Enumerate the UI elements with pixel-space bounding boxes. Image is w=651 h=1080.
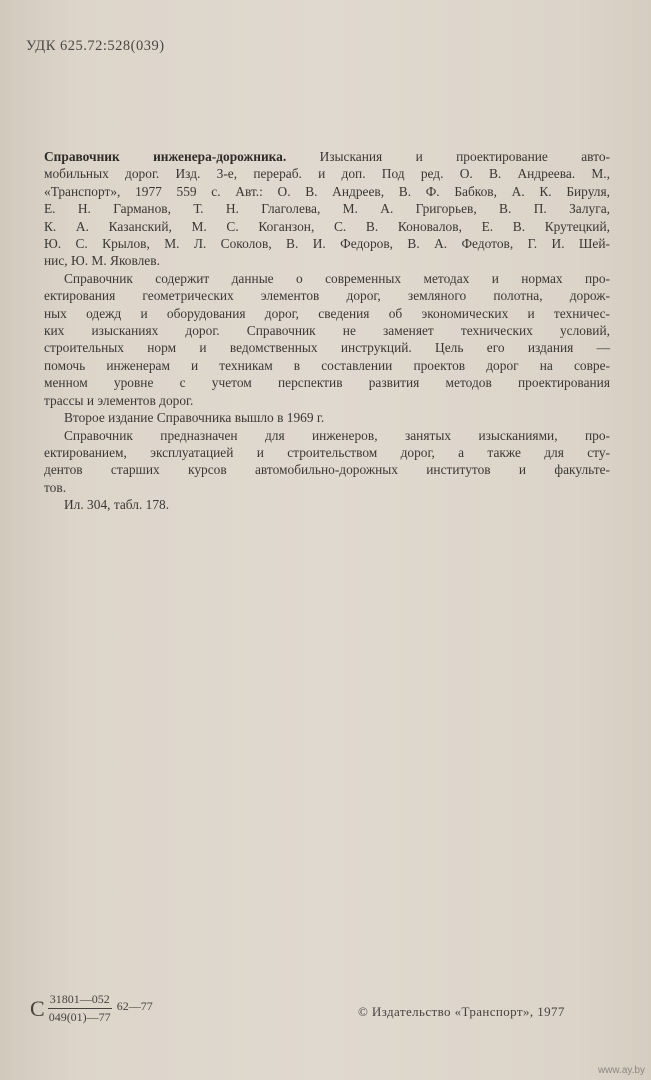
text-line-2: мобильных дорог. Изд. 3-е, перераб. и доп. Под ред. О. В. Андреева. М., bbox=[44, 166, 610, 182]
text-line-9: ектирования геометрических элементов дорог, земляного полотна, дорож- bbox=[44, 288, 610, 304]
text-line-14: менном уровне с учетом перспектив развития методов проектирования bbox=[44, 375, 610, 391]
catalog-denominator: 049(01)—77 bbox=[48, 1010, 111, 1024]
book-title: Справочник инженера-дорожника. bbox=[44, 149, 287, 164]
text-line-17: Справочник предназначен для инженеров, занятых изысканиями, про- bbox=[64, 427, 610, 443]
text-line-11: ких изысканиях дорог. Справочник не заменяет технических условий, bbox=[44, 323, 610, 339]
annotation-text bbox=[44, 148, 610, 514]
catalog-code bbox=[30, 992, 153, 1025]
catalog-letter: С bbox=[30, 995, 45, 1021]
text-line-6: Ю. С. Крылов, М. Л. Соколов, В. И. Федоров, В. А. Федотов, Г. И. Шей- bbox=[44, 236, 610, 252]
text-line-5: К. А. Казанский, М. С. Коганзон, С. В. Коновалов, Е. В. Крутецкий, bbox=[44, 218, 610, 234]
text-line-19: дентов старших курсов автомобильно-дорожных институтов и факульте- bbox=[44, 462, 610, 478]
text-line-10: ных одежд и оборудования дорог, сведения об экономических и техничес- bbox=[44, 305, 610, 321]
text-line-3: «Транспорт», 1977 559 с. Авт.: О. В. Андреев, В. Ф. Бабков, А. К. Бируля, bbox=[44, 183, 610, 199]
text-line-4: Е. Н. Гарманов, Т. Н. Глаголева, М. А. Григорьев, В. П. Залуга, bbox=[44, 201, 610, 217]
text-line-15: трассы и элементов дорог. bbox=[44, 392, 194, 408]
copyright-notice: © Издательство «Транспорт», 1977 bbox=[358, 1004, 565, 1019]
text-line-12: строительных норм и ведомственных инструкций. Цель его издания — bbox=[44, 340, 610, 356]
text-line-8: Справочник содержит данные о современных методах и нормах про- bbox=[64, 270, 610, 286]
text-line-21: Ил. 304, табл. 178. bbox=[64, 497, 170, 513]
catalog-numerator: 31801—052 bbox=[48, 992, 112, 1009]
text-line-7: нис, Ю. М. Яковлев. bbox=[44, 253, 160, 269]
udk-code: УДК 625.72:528(039) bbox=[26, 38, 165, 54]
text-line-16: Второе издание Справочника вышло в 1969 г. bbox=[64, 410, 325, 426]
text-line-1 bbox=[44, 148, 610, 165]
catalog-suffix: 62—77 bbox=[116, 999, 153, 1013]
watermark-text: www.ay.by bbox=[597, 1065, 645, 1076]
catalog-fraction bbox=[47, 992, 113, 1025]
text-line-1-rest: Изыскания и проектирование авто- bbox=[286, 149, 610, 164]
text-line-18: ектированием, эксплуатацией и строительством дорог, а также для сту- bbox=[44, 444, 610, 460]
text-line-13: помочь инженерам и техникам в составлении проектов дорог на совре- bbox=[44, 357, 610, 373]
text-line-20: тов. bbox=[44, 479, 67, 495]
